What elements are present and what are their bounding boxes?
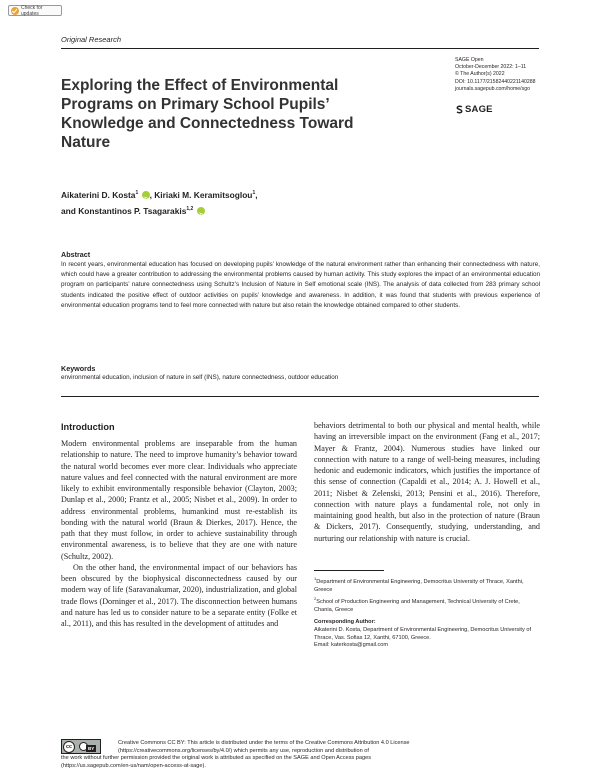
journal-name: SAGE Open [455, 57, 484, 63]
corresponding-author-email[interactable]: Email: katerkosta@gmail.com [314, 642, 389, 649]
abstract-heading: Abstract [61, 250, 91, 259]
cc-icon-text: cc [66, 743, 72, 750]
footnote-divider [314, 570, 384, 571]
sage-logo [455, 104, 493, 115]
license-line[interactable]: (https://creativecommons.org/licenses/by/4.0/) which permits any use, reproduction and distribution of [118, 747, 369, 754]
journal-issue: October-December 2022: 1–11 [455, 64, 527, 71]
header-divider [61, 48, 539, 49]
affiliation-footnote [314, 595, 540, 614]
check-updates-icon [11, 7, 19, 15]
license-line: the work without further permission provided the original work is attributed as specified on the SAGE and Open Access pages [61, 755, 371, 762]
corresponding-author-heading: Corresponding Author: [314, 618, 376, 625]
corresponding-author-text: Aikaterini D. Kosta, Department of Environmental Engineering, Democritus University of Thrace, Vas. Sofias 12, Xanthi, 67100, Greece. [314, 626, 532, 641]
section-divider [61, 396, 539, 397]
author-affiliation-mark: 1,2 [186, 205, 194, 212]
author-conjunction: and [61, 205, 76, 216]
license-line[interactable]: (https://us.sagepub.com/en-us/nam/open-access-at-sage). [61, 762, 206, 769]
footnote-text: Department of Environmental Engineering, Democritus University of Thrace, Xanthi, Greece [314, 578, 524, 593]
affiliation-footnote [314, 575, 540, 594]
author-name: Konstantinos P. Tsagarakis [78, 205, 187, 216]
keywords-text: environmental education, inclusion of nature in self (INS), nature connectedness, outdoor education [61, 374, 339, 381]
cc-by-label: BY [88, 746, 95, 751]
introduction-heading: Introduction [61, 422, 115, 432]
author-separator: , [255, 189, 258, 200]
orcid-icon[interactable] [142, 191, 150, 199]
body-paragraph: Modern environmental problems are inseparable from the human relationship to nature. The need to improve humanity’s behavior toward the natural world becomes ever more clear. Individuals who appreciate nature values and feel connected with the natural environment are more likely to exhibit environmentally responsible behavior (Clayton, 2003; Dunlap et al., 2000; Frantz et al., 2005; Nisbet et al., 2009). In order to address environmental problems, humankind must re-establish its bonding with the natural world (Braun & Dierkes, 2017). Hence, the path that they must follow, in order to achieve sustainability through environmental awareness, is to believe that they are one with nature (Schultz, 2002). [61, 439, 297, 561]
orcid-icon[interactable] [197, 207, 205, 215]
author-affiliation-mark: 1 [135, 190, 139, 196]
keywords-heading: Keywords [61, 364, 96, 373]
article-section-label: Original Research [61, 35, 122, 44]
journal-url[interactable]: journals.sagepub.com/home/sgo [455, 85, 530, 92]
author-list [61, 186, 361, 218]
license-text [61, 740, 541, 770]
check-updates-label: Check for updates [21, 4, 43, 17]
sage-logo-icon [455, 105, 464, 114]
footnotes [314, 575, 540, 650]
check-for-updates-button[interactable] [8, 5, 62, 16]
sage-logo-text: SAGE [465, 104, 493, 115]
author-name: Aikaterini D. Kosta [61, 189, 136, 200]
author-affiliation-mark: 1 [252, 190, 256, 196]
footnote-text: School of Production Engineering and Management, Technical University of Crete, Chania, Greece [314, 599, 520, 614]
body-paragraph: On the other hand, the environmental impact of our behaviors has been obscured by the biophysical disconnectedness caused by our modern way of life (Saravanakumar, 2020), industrialization, and global trade flows (Dorninger et al., 2017). The disconnection between humans and nature has led us to consider nature to be a separate entity (Folke et al., 2011), and this has resulted in the development of attitudes and [61, 562, 297, 628]
body-column-right [314, 420, 540, 544]
body-column-left [61, 438, 297, 629]
footnote-number: 2 [314, 596, 317, 602]
license-line: Creative Commons CC BY: This article is distributed under the terms of the Creative Commons Attribution 4.0 License [118, 740, 410, 746]
journal-copyright: © The Author(s) 2022 [455, 71, 505, 78]
author-name: Kiriaki M. Keramitsoglou [154, 189, 253, 200]
journal-doi[interactable]: DOI: 10.1177/21582440221140288 [455, 78, 536, 85]
article-title: Exploring the Effect of Environmental Programs on Primary School Pupils’ Knowledge and Connectedness Toward Nature [61, 77, 354, 151]
footnote-number: 1 [314, 576, 317, 581]
abstract-text: In recent years, environmental education has focused on developing pupils’ knowledge of the natural environment rather than enhancing their connectedness with nature, which could have a greater contribution to addressing the environmental problems caused by human activity. This study explores the impact of an environmental education program on participants’ nature connectedness using Schultz’s Inclusion of Nature in Self emotional scale (INS). The analysis of data collected from 283 primary school students indicated the positive effect of outdoor activities on pupils’ knowledge and awareness. In addition, it was found that students with previous experience of environmental education programs tend to feel more connected with nature but also retain the knowledge obtained compared to other students. [61, 261, 540, 309]
author-separator: , [149, 189, 152, 200]
body-paragraph: behaviors detrimental to both our physical and mental health, while having an irreversible impact on the environment (Fang et al., 2017; Mayer & Frantz, 2004). Numerous studies have linked our connection with nature to a range of well-being measures, including hedonic and eudemonic indicators, which justifies the importance of this sense of connection (Capaldi et al., 2014; A. J. Howell et al., 2011; Nisbet & Zelenski, 2013; Pensini et al., 2016). Therefore, connection with nature plays a fundamental role, not only in maintaining good health, but also in the protection of nature (Braun & Dickers, 2017). Consequently, studying, understanding, and nurturing our relationship with nature is crucial. [314, 421, 540, 543]
journal-info [455, 57, 595, 93]
